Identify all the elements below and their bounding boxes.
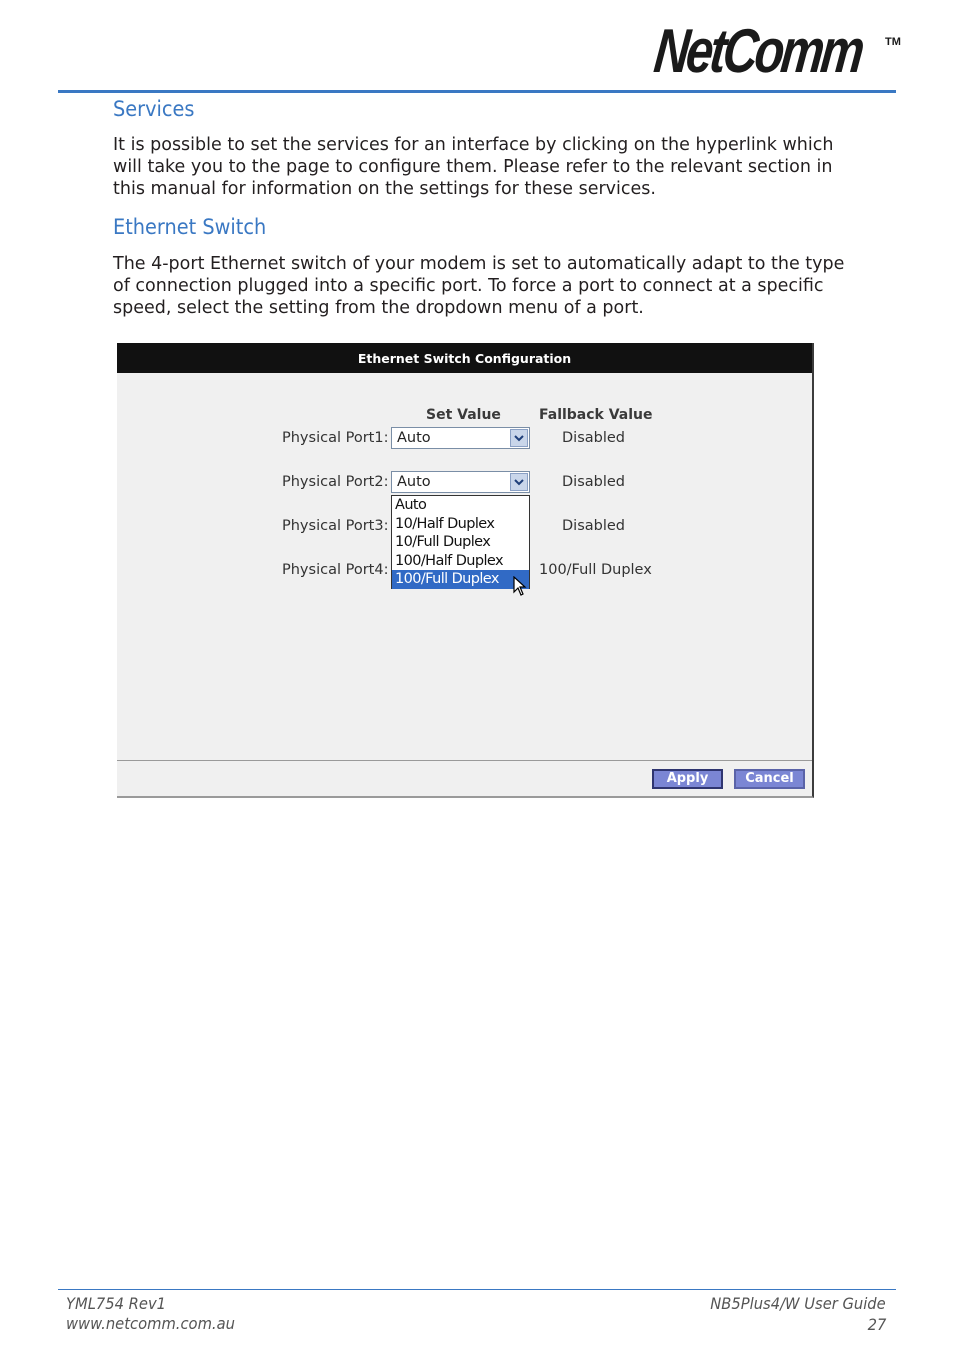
- footer-guide-title: NB5Plus4/W User Guide: [710, 1294, 886, 1313]
- ethernet-line-1: The 4-port Ethernet switch of your modem is set to automatically adapt to the type: [113, 254, 845, 274]
- port1-select[interactable]: [391, 427, 530, 449]
- logo-wordmark: NetComm: [650, 17, 866, 86]
- port4-label: Physical Port4:: [282, 562, 389, 578]
- logo-trademark: TM: [885, 36, 901, 48]
- apply-button[interactable]: Apply: [652, 769, 723, 789]
- section-heading-services: Services: [113, 97, 195, 121]
- fallback-value-header: Fallback Value: [539, 407, 653, 423]
- ethernet-switch-config-panel: [117, 343, 814, 798]
- chevron-down-icon[interactable]: [510, 473, 528, 491]
- services-line-3: this manual for information on the settings for these services.: [113, 179, 656, 199]
- set-value-header: Set Value: [426, 407, 501, 423]
- port2-fallback: Disabled: [562, 474, 625, 490]
- header-rule: [58, 90, 896, 93]
- mouse-pointer-icon: [513, 576, 527, 596]
- dropdown-option[interactable]: 10/Half Duplex: [395, 515, 495, 532]
- ethernet-line-3: speed, select the setting from the dropdown menu of a port.: [113, 298, 644, 318]
- section-heading-ethernet-switch: Ethernet Switch: [113, 215, 267, 239]
- port1-select-value: Auto: [397, 430, 431, 446]
- footer-doc-code: YML754 Rev1: [66, 1294, 167, 1313]
- config-title-bar: Ethernet Switch Configuration: [117, 343, 812, 373]
- cancel-button[interactable]: Cancel: [734, 769, 805, 789]
- port3-fallback: Disabled: [562, 518, 625, 534]
- port2-select-value: Auto: [397, 474, 431, 490]
- port4-fallback: 100/Full Duplex: [539, 562, 652, 578]
- port3-label: Physical Port3:: [282, 518, 389, 534]
- dropdown-option-selected[interactable]: 100/Full Duplex: [392, 570, 529, 589]
- port2-label: Physical Port2:: [282, 474, 389, 490]
- button-bar-divider: [117, 760, 812, 761]
- services-line-1: It is possible to set the services for an interface by clicking on the hyperlink which: [113, 135, 834, 155]
- port1-label: Physical Port1:: [282, 430, 389, 446]
- port2-select[interactable]: [391, 471, 530, 493]
- netcomm-logo: [650, 17, 903, 86]
- services-line-2: will take you to the page to configure them. Please refer to the relevant section in: [113, 157, 833, 177]
- dropdown-option[interactable]: 10/Full Duplex: [395, 534, 491, 550]
- port1-fallback: Disabled: [562, 430, 625, 446]
- footer-page-number: 27: [867, 1315, 886, 1334]
- dropdown-option[interactable]: 100/Half Duplex: [395, 552, 503, 569]
- services-paragraph: [113, 134, 893, 200]
- port2-dropdown-list: [391, 495, 530, 589]
- dropdown-option[interactable]: Auto: [395, 497, 427, 513]
- ethernet-switch-paragraph: [113, 253, 893, 319]
- footer-rule: [58, 1289, 896, 1290]
- ethernet-line-2: of connection plugged into a specific port. To force a port to connect at a specific: [113, 276, 824, 296]
- footer-website: www.netcomm.com.au: [66, 1314, 235, 1333]
- chevron-down-icon[interactable]: [510, 429, 528, 447]
